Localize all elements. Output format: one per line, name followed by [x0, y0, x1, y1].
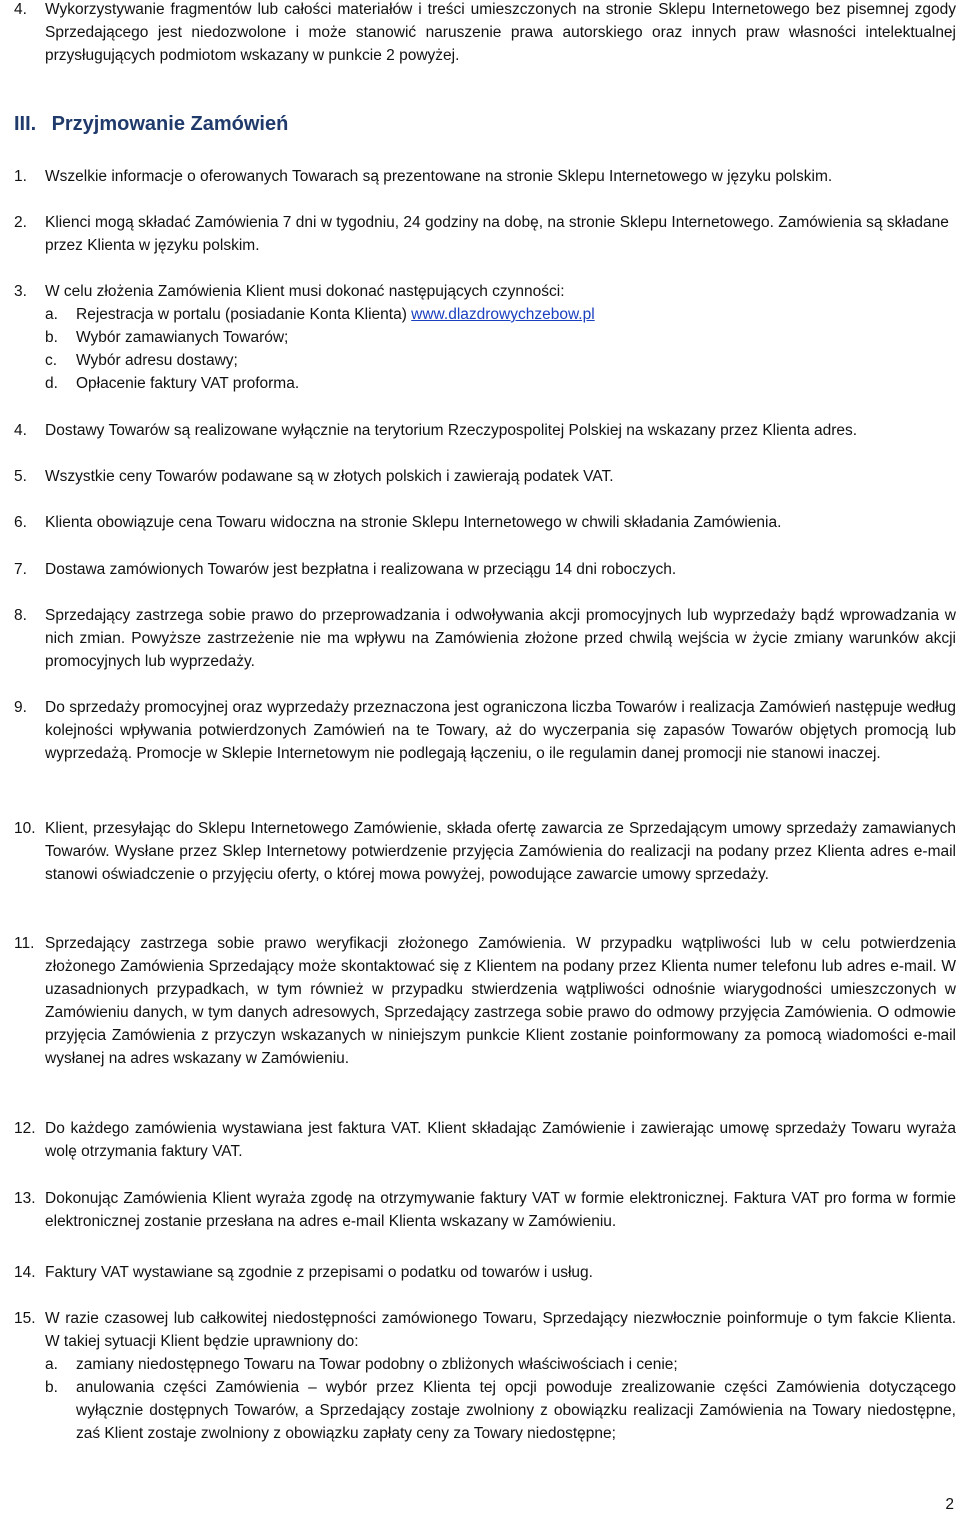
item-number: 15. [14, 1310, 36, 1327]
item-number: 2. [14, 214, 27, 231]
list-item-11 [14, 932, 956, 1070]
item-text: Faktury VAT wystawiane są zgodnie z przepisami o podatku od towarów i usług. [45, 1264, 593, 1281]
sub-letter: b. [45, 329, 58, 346]
list-item-3 [14, 280, 956, 395]
item-number: 10. [14, 820, 36, 837]
item-text: Klient, przesyłając do Sklepu Internetowego Zamówienie, składa ofertę zawarcia ze Sprzedającym umowy sprzedaży zamawianych Towarów. Wysłane przez Sklep Internetowy potwierdzenie przyjęcia Zamówienia do realizacji na podany przez Klienta adres e-mail stanowi oświadczenie o przyjęciu oferty, o której mowa powyżej, powodujące zawarcie umowy sprzedaży. [45, 820, 956, 883]
sublist-item-c [45, 349, 956, 372]
item-text: Klienta obowiązuje cena Towaru widoczna na stronie Sklepu Internetowego w chwili składania Zamówienia. [45, 514, 782, 531]
list-item-7 [14, 558, 956, 581]
sublist [45, 303, 956, 395]
item-text: Sprzedający zastrzega sobie prawo do przeprowadzania i odwoływania akcji promocyjnych lub wyprzedaży bądź wprowadzania w nich zmian. Powyższe zastrzeżenie nie ma wpływu na Zamówienia złożone przed chwilą wejścia w życie zmiany warunków akcji promocyjnych lub wyprzedaży. [45, 607, 956, 670]
sublist-item-b [45, 1376, 956, 1445]
item-number: 9. [14, 699, 27, 716]
sub-text: Opłacenie faktury VAT proforma. [76, 375, 300, 392]
list-item-13 [14, 1187, 956, 1233]
list-item-5 [14, 465, 956, 488]
sublist-item-d [45, 372, 956, 395]
sub-text: anulowania części Zamówienia – wybór przez Klienta tej opcji powoduje zrealizowanie części Zamówienia dotyczącego wyłącznie dostępnych Towarów, a Sprzedający zostaje zwolniony z obowiązku realizacji Zamówienia na Towary niedostępne, zaś Klient zostaje zwolniony z obowiązku zapłaty ceny za Towary niedostępne; [76, 1379, 956, 1442]
sub-text: Wybór adresu dostawy; [76, 352, 238, 369]
item-text: Do każdego zamówienia wystawiana jest faktura VAT. Klient składając Zamówienie i zawierając umowę sprzedaży Towaru wyraża wolę otrzymania faktury VAT. [45, 1120, 956, 1160]
item-text: Wszelkie informacje o oferowanych Towarach są prezentowane na stronie Sklepu Internetowego w języku polskim. [45, 168, 833, 185]
list-item-10 [14, 817, 956, 886]
list-item-12 [14, 1117, 956, 1163]
item-number: 3. [14, 283, 27, 300]
item-text: W celu złożenia Zamówienia Klient musi dokonać następujących czynności: [45, 283, 565, 300]
sub-letter: a. [45, 306, 58, 323]
item-number: 8. [14, 607, 27, 624]
page-number: 2 [945, 1496, 954, 1513]
item-number: 12. [14, 1120, 36, 1137]
sublist-item-a [45, 1353, 956, 1376]
sub-letter: b. [45, 1379, 58, 1396]
item-number: 6. [14, 514, 27, 531]
section-number: III. [14, 113, 37, 135]
item-number: 7. [14, 561, 27, 578]
sub-text: Rejestracja w portalu (posiadanie Konta Klienta) [76, 306, 407, 323]
item-number: 14. [14, 1264, 36, 1281]
item-number: 4. [14, 422, 27, 439]
item-text: Wszystkie ceny Towarów podawane są w złotych polskich i zawierają podatek VAT. [45, 468, 614, 485]
sublist [45, 1353, 956, 1445]
store-website-link[interactable]: www.dlazdrowychzebow.pl [411, 306, 595, 323]
sub-letter: d. [45, 375, 58, 392]
sublist-item-a [45, 303, 956, 326]
list-item-6 [14, 511, 956, 534]
item-text: Klienci mogą składać Zamówienia 7 dni w tygodniu, 24 godziny na dobę, na stronie Sklepu Internetowego. Zamówienia są składane przez Klienta w języku polskim. [45, 214, 949, 254]
list-item-15 [14, 1307, 956, 1445]
top-item-4 [14, 0, 956, 67]
list-item-4 [14, 419, 956, 442]
item-number: 1. [14, 168, 27, 185]
item-number: 4. [14, 1, 27, 18]
item-text: Do sprzedaży promocyjnej oraz wyprzedaży przeznaczona jest ograniczona liczba Towarów i realizacja Zamówień następuje według kolejności wpływania potwierdzonych Zamówień na te Towary, aż do wyczerpania się zapasów Towarów objętych promocją lub wyprzedażą. Promocje w Sklepie Internetowym nie podlegają łączeniu, o ile regulamin danej promocji nie stanowi inaczej. [45, 699, 956, 762]
item-number: 5. [14, 468, 27, 485]
sub-text: Wybór zamawianych Towarów; [76, 329, 289, 346]
list-item-9 [14, 696, 956, 765]
section-title: Przyjmowanie Zamówień [51, 113, 289, 135]
item-text: W razie czasowej lub całkowitej niedostępności zamówionego Towaru, Sprzedający niezwłocznie poinformuje o tym fakcie Klienta. W takiej sytuacji Klient będzie uprawniony do: [45, 1310, 956, 1350]
section-heading [14, 113, 288, 136]
sub-text: zamiany niedostępnego Towaru na Towar podobny o zbliżonych właściwościach i cenie; [76, 1356, 678, 1373]
item-text: Wykorzystywanie fragmentów lub całości materiałów i treści umieszczonych na stronie Sklepu Internetowego bez pisemnej zgody Sprzedającego jest niedozwolone i może stanowić naruszenie prawa autorskiego oraz innych praw własności intelektualnej przysługujących podmiotom wskazany w punkcie 2 powyżej. [45, 1, 956, 64]
item-text: Dokonując Zamówienia Klient wyraża zgodę na otrzymywanie faktury VAT w formie elektronicznej. Faktura VAT pro forma w formie elektronicznej zostanie przesłana na adres e-mail Klienta wskazany w Zamówieniu. [45, 1190, 956, 1230]
sub-letter: c. [45, 352, 58, 369]
sub-letter: a. [45, 1356, 58, 1373]
item-text: Dostawa zamówionych Towarów jest bezpłatna i realizowana w przeciągu 14 dni roboczych. [45, 561, 677, 578]
list-item-14 [14, 1261, 956, 1284]
list-item-1 [14, 165, 956, 188]
item-text: Dostawy Towarów są realizowane wyłącznie na terytorium Rzeczypospolitej Polskiej na wskazany przez Klienta adres. [45, 422, 858, 439]
list-item-2 [14, 211, 956, 257]
sublist-item-b [45, 326, 956, 349]
list-item-8 [14, 604, 956, 673]
item-number: 13. [14, 1190, 36, 1207]
item-text: Sprzedający zastrzega sobie prawo weryfikacji złożonego Zamówienia. W przypadku wątpliwości lub w celu potwierdzenia złożonego Zamówienia Sprzedający może skontaktować się z Klientem na podany przez Klienta numer telefonu lub adres e-mail. W uzasadnionych przypadkach, w tym również w przypadku stwierdzenia wątpliwości odnośnie wiarygodności umieszczonych w Zamówieniu danych, w tym danych adresowych, Sprzedający zastrzega sobie prawo do odmowy przyjęcia Zamówienia. O odmowie przyjęcia Zamówienia z przyczyn wskazanych w niniejszym punkcie Klient zostanie poinformowany za pomocą wiadomości e-mail wysłanej na adres wskazany w Zamówieniu. [45, 935, 956, 1067]
item-number: 11. [14, 935, 35, 952]
